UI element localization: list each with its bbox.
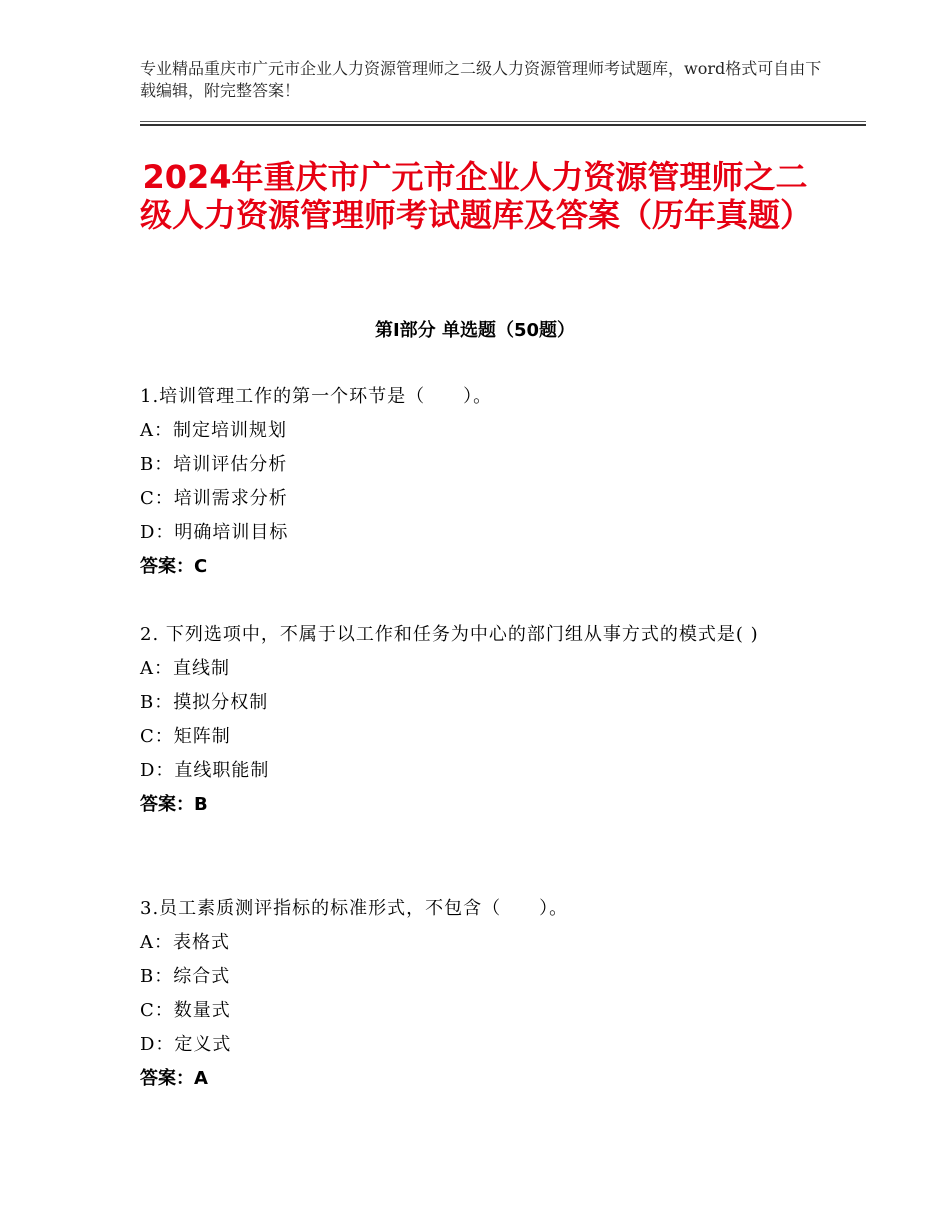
question-3 [140,892,820,1096]
option-b: B：综合式 [140,966,231,987]
option-a: A：表格式 [140,932,230,953]
header-note: 专业精品重庆市广元市企业人力资源管理师之二级人力资源管理师考试题库，word格式可自由下载编辑，附完整答案！ [140,59,822,100]
answer: 答案：B [140,794,208,815]
option-c: C：数量式 [140,1000,231,1021]
header-divider-thick [140,124,866,126]
option-c: C：培训需求分析 [140,488,288,509]
option-a: A：制定培训规划 [140,420,287,441]
header-divider-thin [140,121,866,122]
answer: 答案：A [140,1068,208,1089]
question-2 [140,618,820,822]
option-b: B：培训评估分析 [140,454,288,475]
option-a: A：直线制 [140,658,230,679]
question-stem: 3.员工素质测评指标的标准形式，不包含（ ）。 [140,898,569,919]
document-title: 2024年重庆市广元市企业人力资源管理师之二级人力资源管理师考试题库及答案（历年真题） [140,158,813,234]
option-d: D：直线职能制 [140,760,270,781]
question-stem: 2. 下列选项中，不属于以工作和任务为中心的部门组从事方式的模式是( ) [140,624,759,645]
option-c: C：矩阵制 [140,726,231,747]
option-b: B：摸拟分权制 [140,692,269,713]
question-stem: 1.培训管理工作的第一个环节是（ ）。 [140,386,493,407]
section-heading: 第Ⅰ部分 单选题（50题） [374,320,575,341]
option-d: D：定义式 [140,1034,232,1055]
option-d: D：明确培训目标 [140,522,289,543]
question-1 [140,380,820,584]
answer: 答案：C [140,556,208,577]
